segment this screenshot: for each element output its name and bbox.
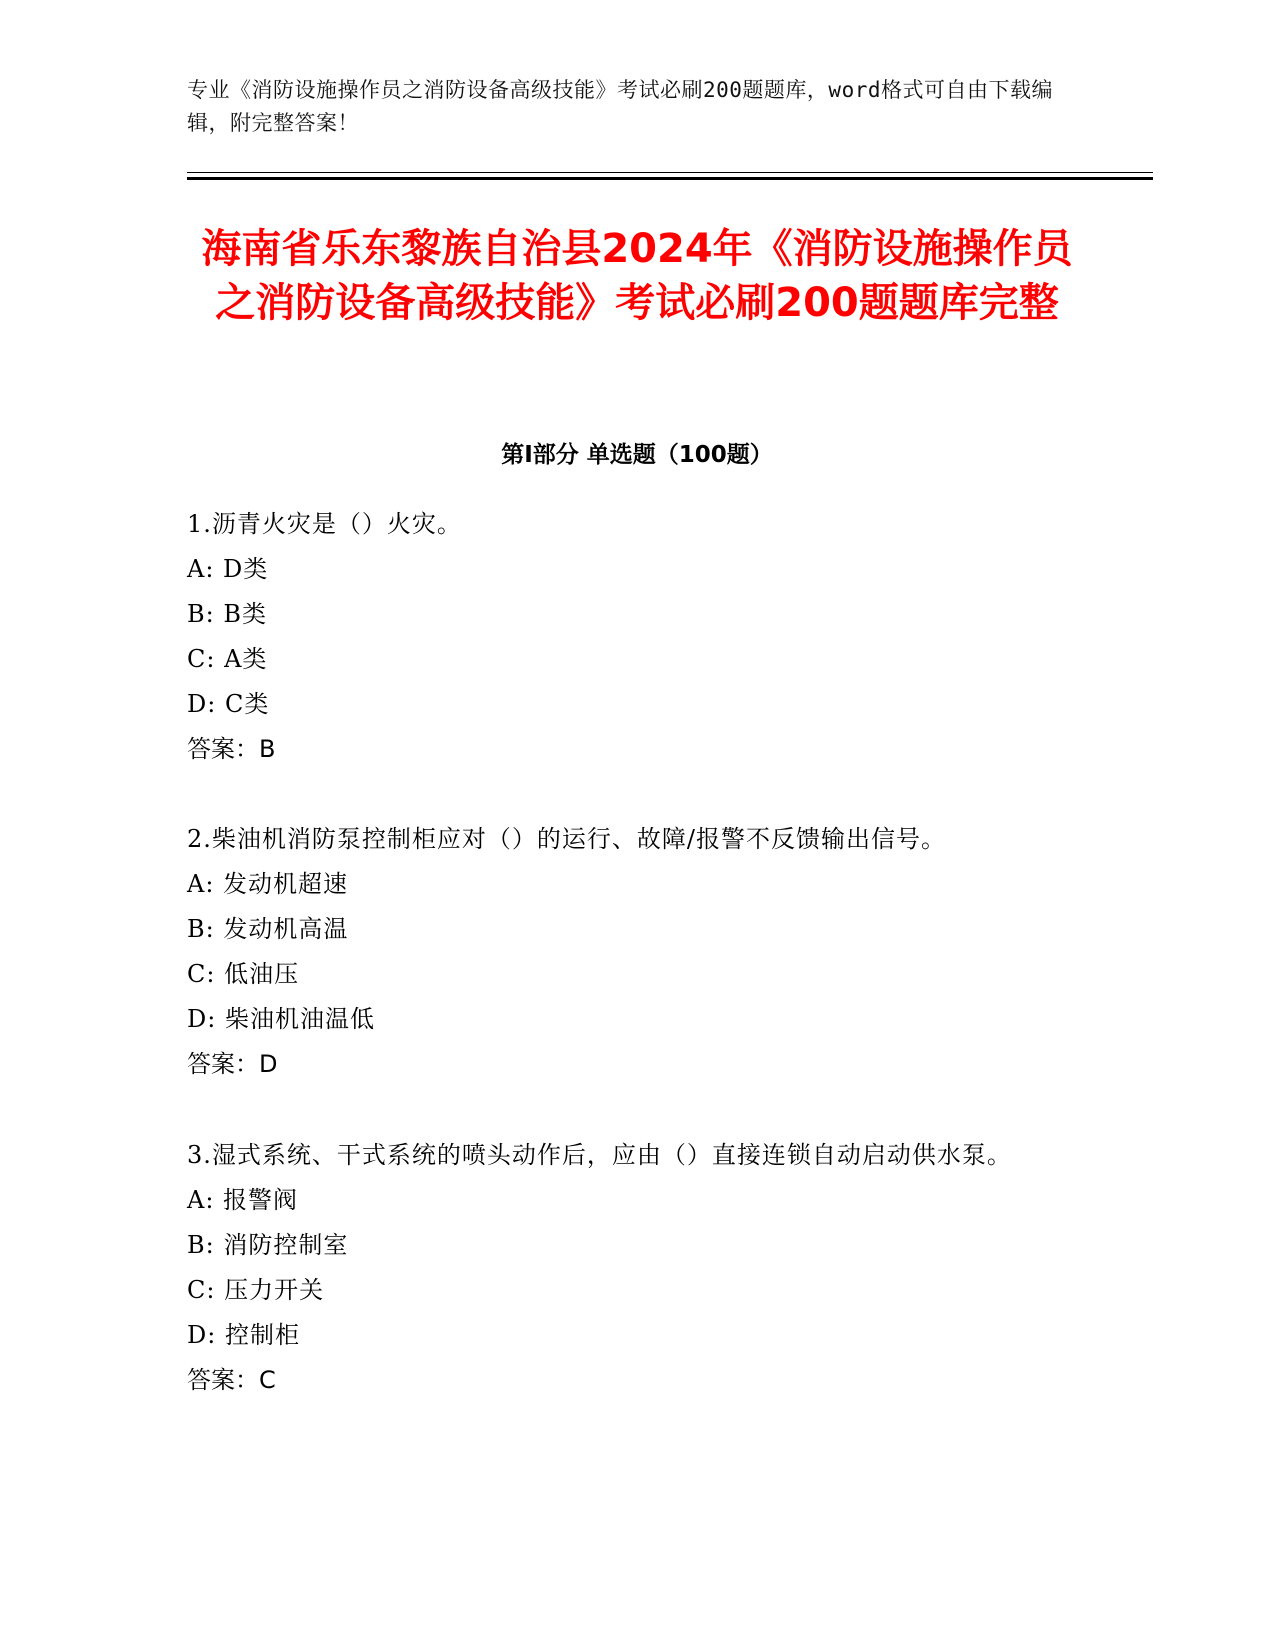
question-1: [187, 502, 1067, 772]
question-3: [187, 1133, 1067, 1403]
question-text: 3.湿式系统、干式系统的喷头动作后，应由（）直接连锁自动启动供水泵。: [187, 1141, 1012, 1169]
question-text: 1.沥青火灾是（）火灾。: [187, 510, 462, 538]
header-divider-thick: [187, 177, 1153, 180]
answer-line: 答案：D: [187, 1050, 278, 1078]
option-b: B: B类: [187, 600, 267, 628]
option-d: D: 柴油机油温低: [187, 1005, 375, 1033]
option-b: B: 发动机高温: [187, 915, 349, 943]
option-d: D: C类: [187, 690, 270, 718]
option-c: C: 低油压: [187, 960, 300, 988]
question-2: [187, 817, 1067, 1087]
answer-line: 答案：C: [187, 1366, 276, 1394]
option-b: B: 消防控制室: [187, 1231, 349, 1259]
option-c: C: 压力开关: [187, 1276, 325, 1304]
header-note: 专业《消防设施操作员之消防设备高级技能》考试必刷200题题库，word格式可自由下载编辑，附完整答案！: [187, 78, 1053, 135]
question-text: 2.柴油机消防泵控制柜应对（）的运行、故障/报警不反馈输出信号。: [187, 825, 946, 853]
option-d: D: 控制柜: [187, 1321, 300, 1349]
option-a: A: 报警阀: [187, 1186, 299, 1214]
option-a: A: D类: [187, 555, 269, 583]
option-a: A: 发动机超速: [187, 870, 349, 898]
header-divider-thin: [187, 172, 1153, 173]
option-c: C: A类: [187, 645, 268, 673]
document-title: 海南省乐东黎族自治县2024年《消防设施操作员之消防设备高级技能》考试必刷200题题库完整: [201, 226, 1073, 326]
answer-line: 答案：B: [187, 735, 276, 763]
section-heading: 第Ⅰ部分 单选题（100题）: [501, 442, 773, 468]
